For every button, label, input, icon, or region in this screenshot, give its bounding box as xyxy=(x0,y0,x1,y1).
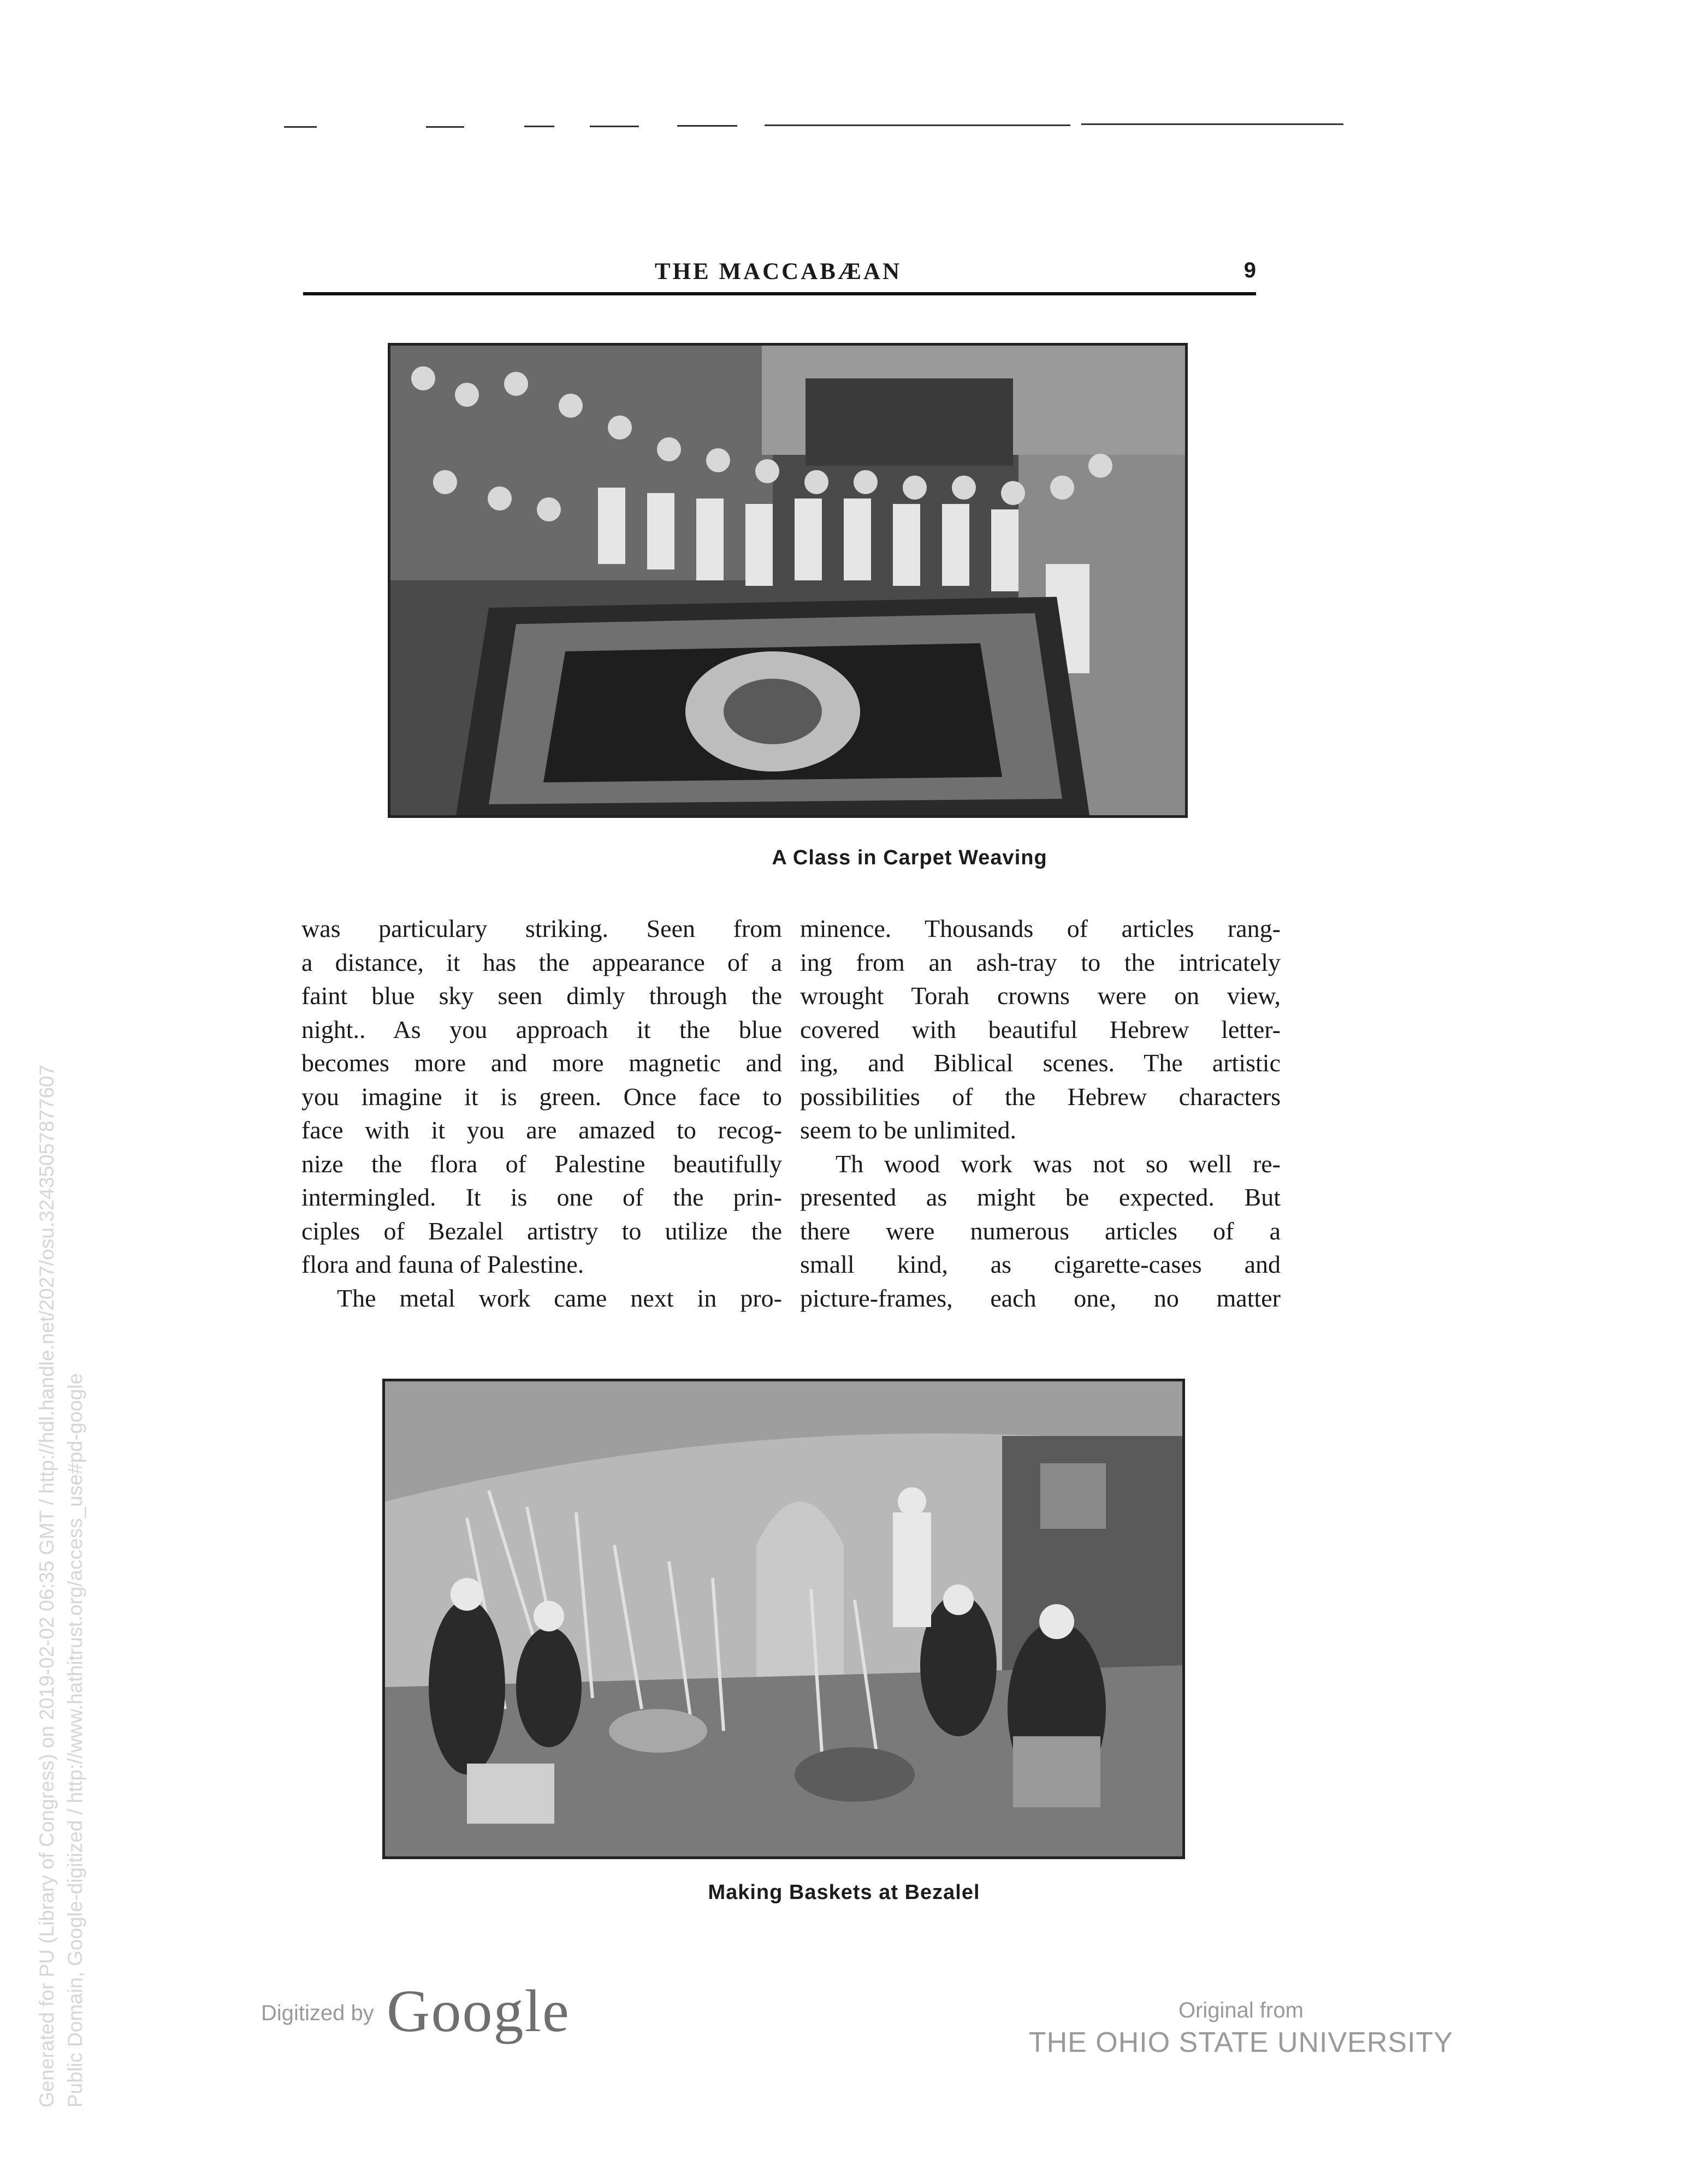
running-head xyxy=(303,254,1256,292)
text-line: there were numerous articles of a xyxy=(800,1216,1281,1245)
header-rule xyxy=(303,292,1256,295)
text-line: a distance, it has the appearance of a xyxy=(301,948,782,976)
text-line: possibilities of the Hebrew characters xyxy=(800,1082,1281,1111)
text-line: seem to be unlimited. xyxy=(800,1116,1017,1144)
digitized-by-label: Digitized by xyxy=(261,2001,374,2025)
google-digitized-mark xyxy=(261,1977,600,2048)
text-line: small kind, as cigarette-cases and xyxy=(800,1250,1281,1278)
stamp-line-2: Public Domain, Google-digitized / http://www.hathitrust.org/access_use#pd-google xyxy=(64,1373,86,2108)
google-logo-text: Google xyxy=(387,1978,570,2044)
text-line: intermingled. It is one of the prin- xyxy=(301,1183,782,1211)
photo-carpet-weaving-class xyxy=(388,343,1188,818)
stamp-line-1: Generated for PU (Library of Congress) on 2019-02-02 06:35 GMT / http://hdl.handle.net/2027/osu.32435057877607 xyxy=(35,1064,58,2108)
text-line: The metal work came next in pro- xyxy=(337,1284,782,1312)
text-line: was particulary striking. Seen from xyxy=(301,915,782,942)
text-line: becomes more and more magnetic and xyxy=(301,1049,782,1077)
text-line: picture-frames, each one, no matter xyxy=(800,1284,1281,1312)
text-line: you imagine it is green. Once face to xyxy=(301,1082,782,1111)
text-line: flora and fauna of Palestine. xyxy=(301,1250,584,1278)
original-source xyxy=(1029,1998,1453,2059)
university-name: THE OHIO STATE UNIVERSITY xyxy=(1028,2027,1453,2058)
hathitrust-side-stamp xyxy=(33,797,90,2108)
text-line: minence. Thousands of articles rang- xyxy=(800,915,1281,942)
text-line: Th wood work was not so well re- xyxy=(836,1149,1281,1178)
text-line: ing from an ash-tray to the intricately xyxy=(800,948,1281,976)
caption-basket-making: Making Baskets at Bezalel xyxy=(708,1881,980,1904)
text-line: face with it you are amazed to recog- xyxy=(301,1116,782,1144)
text-line: presented as might be expected. But xyxy=(800,1183,1281,1211)
text-line: night.. As you approach it the blue xyxy=(301,1015,782,1043)
body-column-right xyxy=(800,912,1281,1315)
original-from-label: Original from xyxy=(1178,1998,1304,2022)
text-line: ing, and Biblical scenes. The artistic xyxy=(800,1049,1281,1077)
page-number: 9 xyxy=(1243,258,1256,282)
body-column-left xyxy=(301,912,782,1315)
text-line: wrought Torah crowns were on view, xyxy=(800,982,1281,1010)
photo-basket-making xyxy=(382,1379,1185,1859)
text-line: covered with beautiful Hebrew letter- xyxy=(800,1015,1281,1043)
top-scan-rule xyxy=(284,123,1398,129)
caption-carpet-weaving: A Class in Carpet Weaving xyxy=(772,846,1047,869)
text-line: faint blue sky seen dimly through the xyxy=(301,982,782,1010)
journal-title: THE MACCABÆAN xyxy=(654,259,902,284)
text-line: nize the flora of Palestine beautifully xyxy=(301,1149,782,1178)
text-line: ciples of Bezalel artistry to utilize the xyxy=(301,1216,782,1245)
